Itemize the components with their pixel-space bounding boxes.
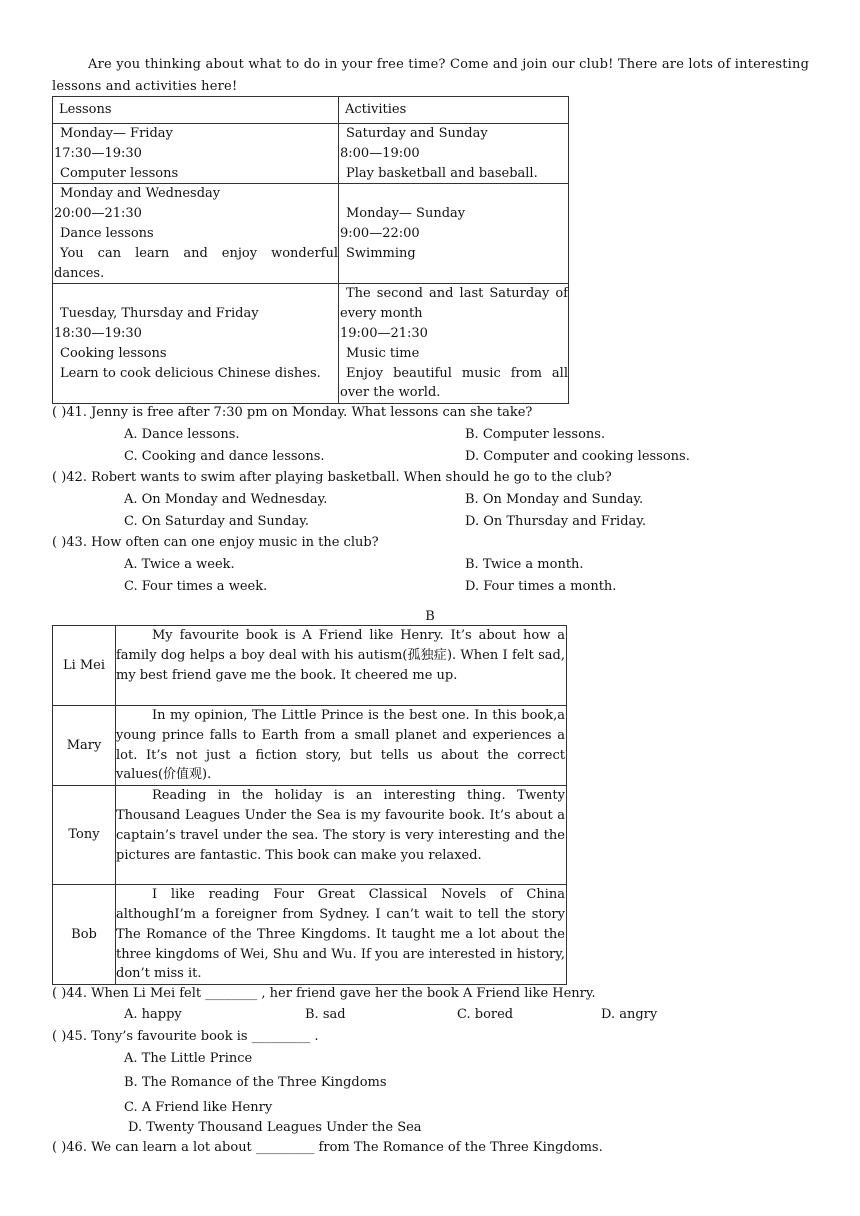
lesson-cell: Monday and Wednesday 20:00—21:30 Dance lessons You can learn and enjoy wonderful dances. [53,184,339,284]
q45-option-a: A. The Little Prince [124,1051,253,1066]
person-text: My favourite book is A Friend like Henry. It’s about how a family dog helps a boy deal with his autism(孤独症). When I felt sad, my best friend gave me the book. It cheered me up. [116,626,567,706]
q45-option-c: C. A Friend like Henry [124,1100,273,1115]
q44-option-b: B. sad [305,1007,346,1022]
q41-option-a: A. Dance lessons. [124,427,240,442]
q45-option-b: B. The Romance of the Three Kingdoms [124,1075,387,1090]
question-46: ( )46. We can learn a lot about _________ from The Romance of the Three Kingdoms. [52,1140,603,1155]
person-text: Reading in the holiday is an interesting thing. Twenty Thousand Leagues Under the Sea is my favourite book. It’s about a captain’s travel under the sea. The story is very interesting and the pictures are fantastic. This book can make you relaxed. [116,786,567,885]
q41-option-d: D. Computer and cooking lessons. [465,449,690,464]
q42-option-c: C. On Saturday and Sunday. [124,514,309,529]
intro-paragraph: Are you thinking about what to do in your free time? Come and join our club! There are lots of interesting lessons and activities here! [52,57,810,94]
question-45: ( )45. Tony’s favourite book is _________ . [52,1029,319,1044]
activity-cell: Monday— Sunday 9:00—22:00 Swimming [339,184,569,284]
lesson-cell: Monday— Friday 17:30—19:30 Computer lessons [53,124,339,184]
q43-option-b: B. Twice a month. [465,557,584,572]
person-text: I like reading Four Great Classical Novels of China althoughI’m a foreigner from Sydney. I can’t wait to tell the story The Romance of the Three Kingdoms. It taught me a lot about the three kingdoms of Wei, Shu and Wu. If you are interested in history, don’t miss it. [116,885,567,985]
q41-option-c: C. Cooking and dance lessons. [124,449,325,464]
question-44: ( )44. When Li Mei felt ________ , her friend gave her the book A Friend like Henry. [52,986,596,1001]
q44-option-d: D. angry [601,1007,658,1022]
club-schedule-table [52,96,569,404]
q45-option-d: D. Twenty Thousand Leagues Under the Sea [128,1120,422,1135]
question-42: ( )42. Robert wants to swim after playing basketball. When should he go to the club? [52,470,612,485]
person-name: Mary [53,706,116,786]
q43-option-c: C. Four times a week. [124,579,268,594]
lesson-cell: Tuesday, Thursday and Friday 18:30—19:30 Cooking lessons Learn to cook delicious Chinese dishes. [53,284,339,404]
person-text: In my opinion, The Little Prince is the best one. In this book,a young prince falls to Earth from a small planet and experiences a lot. It’s not just a fiction story, but tells us about the correct values(价值观). [116,706,567,786]
person-name: Li Mei [53,626,116,706]
q44-option-a: A. happy [124,1007,182,1022]
section-b-heading: B [425,609,435,624]
header-lessons: Lessons [53,97,339,124]
favourite-books-table [52,625,567,985]
person-name: Tony [53,786,116,885]
question-43: ( )43. How often can one enjoy music in the club? [52,535,379,550]
q42-option-b: B. On Monday and Sunday. [465,492,644,507]
q43-option-d: D. Four times a month. [465,579,617,594]
person-name: Bob [53,885,116,985]
header-activities: Activities [339,97,569,124]
q43-option-a: A. Twice a week. [124,557,235,572]
q41-option-b: B. Computer lessons. [465,427,606,442]
q42-option-a: A. On Monday and Wednesday. [124,492,328,507]
q44-option-c: C. bored [457,1007,514,1022]
question-41: ( )41. Jenny is free after 7:30 pm on Monday. What lessons can she take? [52,405,533,420]
activity-cell: Saturday and Sunday 8:00—19:00 Play basketball and baseball. [339,124,569,184]
q42-option-d: D. On Thursday and Friday. [465,514,647,529]
activity-cell: The second and last Saturday of every month 19:00—21:30 Music time Enjoy beautiful music from all over the world. [339,284,569,404]
